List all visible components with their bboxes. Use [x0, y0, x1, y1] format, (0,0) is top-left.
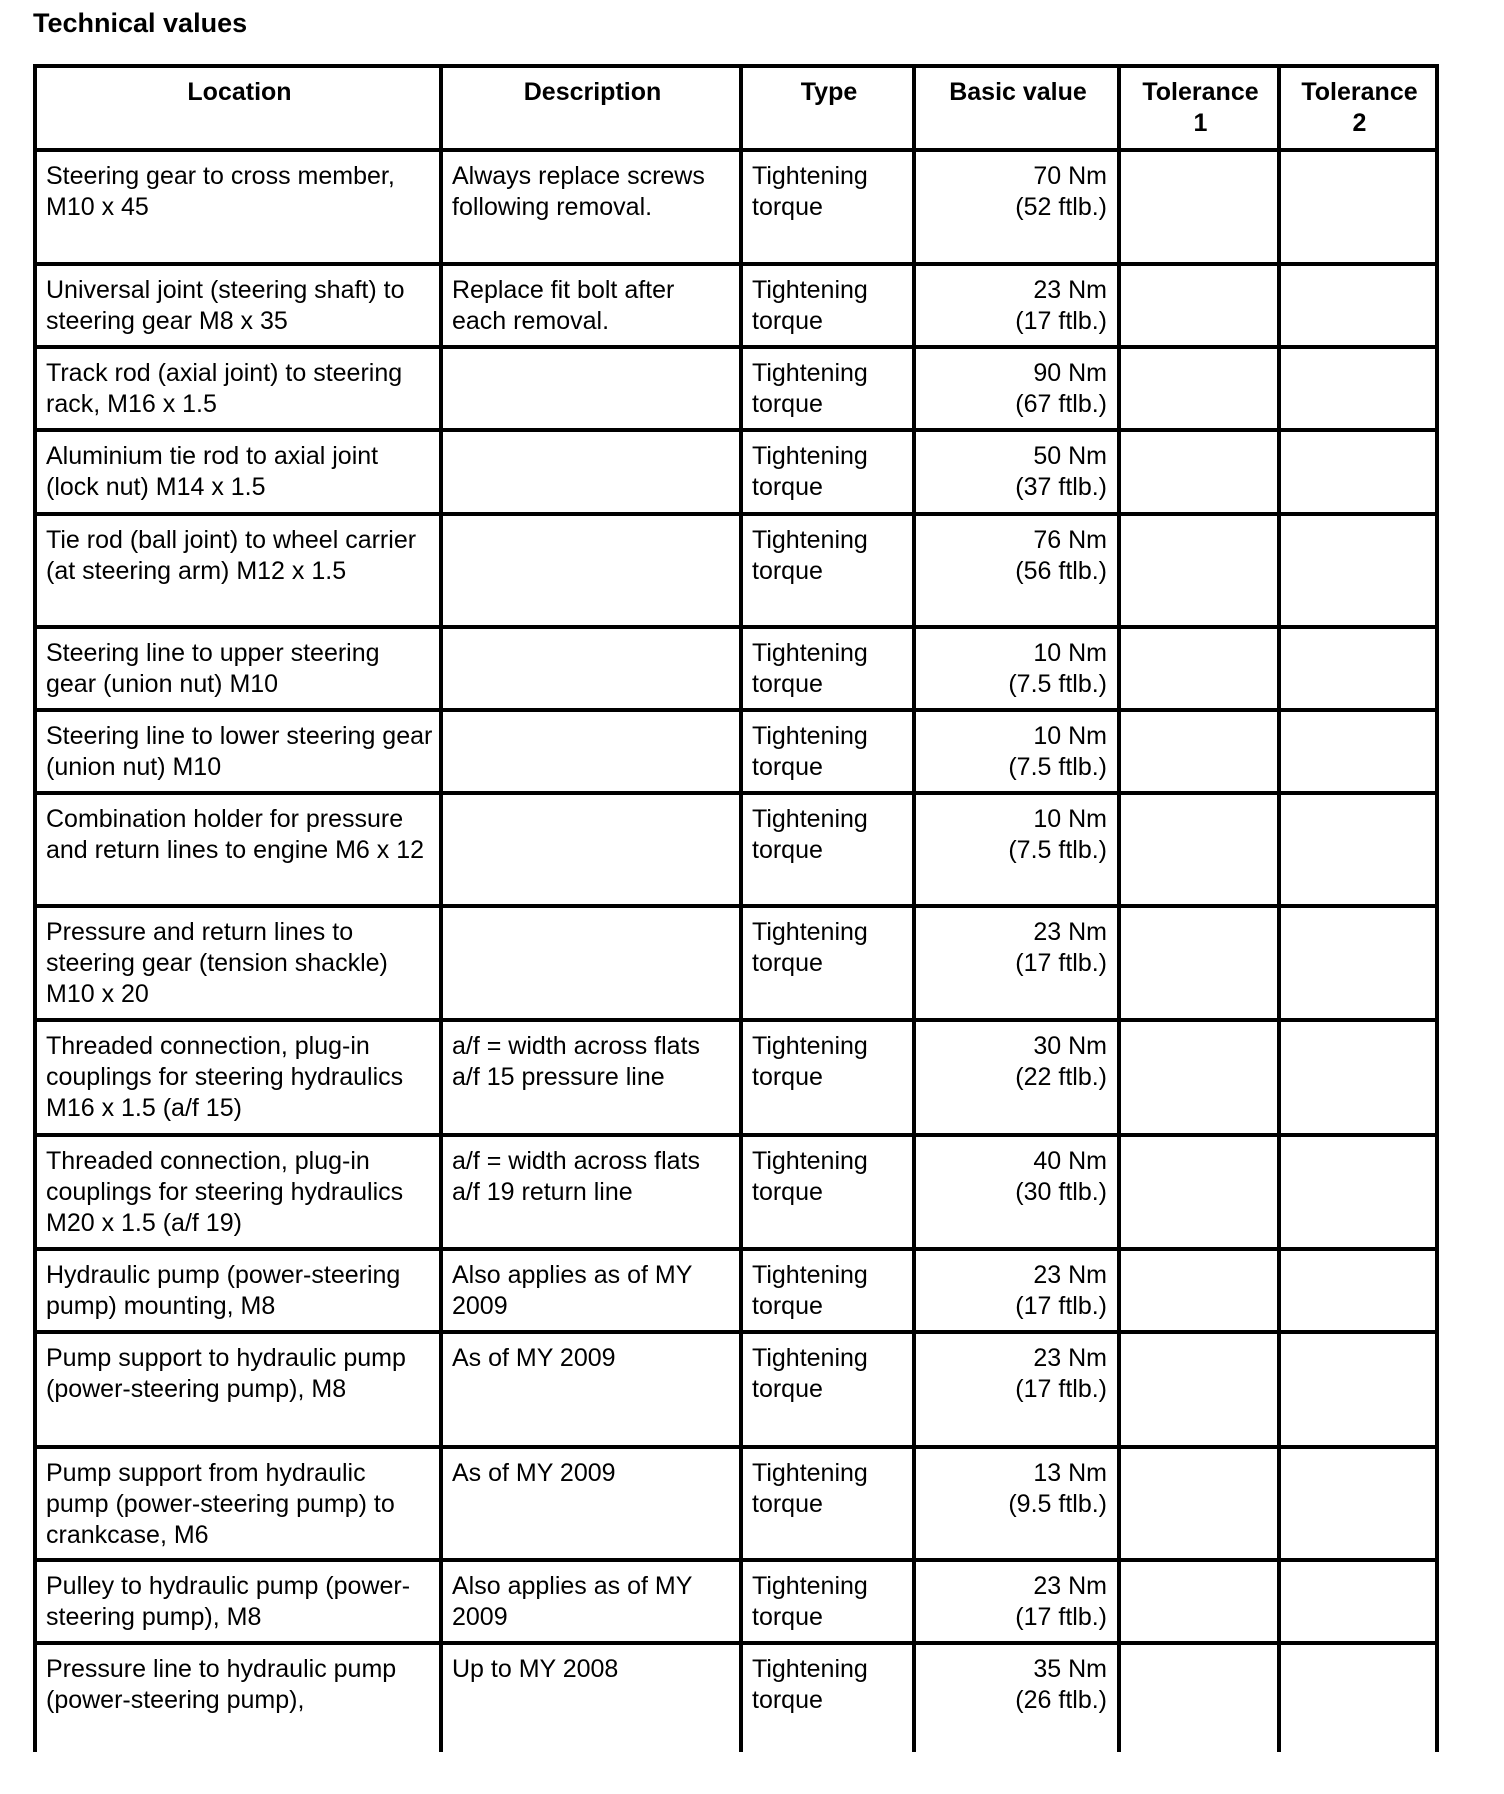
cell-description: a/f = width across flats a/f 19 return line — [441, 1135, 741, 1249]
cell-description — [441, 793, 741, 906]
value-nm: 70 Nm — [1033, 162, 1107, 190]
cell-tolerance-1 — [1119, 150, 1279, 264]
cell-basic-value — [914, 514, 1119, 627]
cell-description: Also applies as of MY 2009 — [441, 1560, 741, 1643]
cell-tolerance-2 — [1279, 793, 1437, 906]
cell-location: Universal joint (steering shaft) to steering gear M8 x 35 — [35, 264, 441, 347]
cell-basic-value — [914, 906, 1119, 1020]
table-row — [35, 1560, 1437, 1643]
cell-type: Tightening torque — [741, 150, 914, 264]
value-ftlb: (52 ftlb.) — [1015, 193, 1107, 221]
cell-type: Tightening torque — [741, 1020, 914, 1135]
value-nm: 10 Nm — [1033, 639, 1107, 667]
value-ftlb: (26 ftlb.) — [1015, 1686, 1107, 1714]
value-ftlb: (56 ftlb.) — [1015, 557, 1107, 585]
cell-type: Tightening torque — [741, 264, 914, 347]
cell-tolerance-1 — [1119, 793, 1279, 906]
cell-basic-value — [914, 1643, 1119, 1752]
cell-type: Tightening torque — [741, 347, 914, 430]
table-row — [35, 430, 1437, 514]
value-nm: 35 Nm — [1033, 1655, 1107, 1683]
value-nm: 30 Nm — [1033, 1032, 1107, 1060]
cell-description — [441, 627, 741, 710]
cell-description — [441, 906, 741, 1020]
value-ftlb: (30 ftlb.) — [1015, 1178, 1107, 1206]
cell-location: Tie rod (ball joint) to wheel carrier (at steering arm) M12 x 1.5 — [35, 514, 441, 627]
header-tolerance-2-line2: 2 — [1352, 109, 1367, 137]
cell-type: Tightening torque — [741, 793, 914, 906]
header-location: Location — [35, 66, 441, 150]
cell-location: Steering line to lower steering gear (union nut) M10 — [35, 710, 441, 793]
cell-basic-value — [914, 793, 1119, 906]
cell-description — [441, 514, 741, 627]
cell-tolerance-2 — [1279, 150, 1437, 264]
cell-basic-value — [914, 627, 1119, 710]
value-ftlb: (7.5 ftlb.) — [1008, 836, 1107, 864]
value-nm: 40 Nm — [1033, 1147, 1107, 1175]
cell-tolerance-2 — [1279, 906, 1437, 1020]
cell-tolerance-1 — [1119, 1135, 1279, 1249]
cell-description: Replace fit bolt after each removal. — [441, 264, 741, 347]
cell-basic-value — [914, 1447, 1119, 1560]
table-header-row — [35, 66, 1437, 150]
cell-tolerance-1 — [1119, 710, 1279, 793]
cell-tolerance-1 — [1119, 264, 1279, 347]
value-ftlb: (17 ftlb.) — [1015, 307, 1107, 335]
cell-type: Tightening torque — [741, 1447, 914, 1560]
cell-location: Pressure line to hydraulic pump (power-steering pump), — [35, 1643, 441, 1752]
table-row — [35, 150, 1437, 264]
technical-values-table — [33, 64, 1439, 1752]
cell-basic-value — [914, 1249, 1119, 1332]
cell-tolerance-2 — [1279, 1135, 1437, 1249]
cell-type: Tightening torque — [741, 1135, 914, 1249]
cell-tolerance-1 — [1119, 1249, 1279, 1332]
table-row — [35, 793, 1437, 906]
cell-basic-value — [914, 710, 1119, 793]
cell-tolerance-2 — [1279, 430, 1437, 514]
cell-tolerance-2 — [1279, 347, 1437, 430]
header-description: Description — [441, 66, 741, 150]
cell-type: Tightening torque — [741, 906, 914, 1020]
table-row — [35, 627, 1437, 710]
value-nm: 23 Nm — [1033, 1572, 1107, 1600]
cell-type: Tightening torque — [741, 710, 914, 793]
value-ftlb: (67 ftlb.) — [1015, 390, 1107, 418]
cell-basic-value — [914, 264, 1119, 347]
value-nm: 90 Nm — [1033, 359, 1107, 387]
cell-tolerance-2 — [1279, 710, 1437, 793]
table-row — [35, 264, 1437, 347]
value-nm: 76 Nm — [1033, 526, 1107, 554]
cell-tolerance-1 — [1119, 514, 1279, 627]
cell-description — [441, 430, 741, 514]
cell-type: Tightening torque — [741, 627, 914, 710]
cell-tolerance-2 — [1279, 627, 1437, 710]
cell-location: Steering gear to cross member, M10 x 45 — [35, 150, 441, 264]
value-ftlb: (37 ftlb.) — [1015, 473, 1107, 501]
cell-tolerance-2 — [1279, 1020, 1437, 1135]
cell-description: a/f = width across flats a/f 15 pressure line — [441, 1020, 741, 1135]
value-nm: 23 Nm — [1033, 276, 1107, 304]
cell-tolerance-2 — [1279, 1560, 1437, 1643]
table-row — [35, 710, 1437, 793]
table-row — [35, 1135, 1437, 1249]
cell-location: Track rod (axial joint) to steering rack, M16 x 1.5 — [35, 347, 441, 430]
value-ftlb: (9.5 ftlb.) — [1008, 1490, 1107, 1518]
value-ftlb: (17 ftlb.) — [1015, 949, 1107, 977]
cell-tolerance-2 — [1279, 264, 1437, 347]
cell-tolerance-1 — [1119, 1560, 1279, 1643]
cell-location: Pump support from hydraulic pump (power-steering pump) to crankcase, M6 — [35, 1447, 441, 1560]
table-row — [35, 906, 1437, 1020]
cell-basic-value — [914, 1332, 1119, 1447]
cell-tolerance-1 — [1119, 1447, 1279, 1560]
value-ftlb: (17 ftlb.) — [1015, 1603, 1107, 1631]
cell-tolerance-2 — [1279, 1447, 1437, 1560]
cell-description: Always replace screws following removal. — [441, 150, 741, 264]
cell-location: Pump support to hydraulic pump (power-steering pump), M8 — [35, 1332, 441, 1447]
table-row — [35, 1332, 1437, 1447]
cell-type: Tightening torque — [741, 1560, 914, 1643]
cell-type: Tightening torque — [741, 430, 914, 514]
cell-description: As of MY 2009 — [441, 1332, 741, 1447]
cell-location: Hydraulic pump (power-steering pump) mounting, M8 — [35, 1249, 441, 1332]
cell-tolerance-1 — [1119, 347, 1279, 430]
cell-description: Also applies as of MY 2009 — [441, 1249, 741, 1332]
cell-location: Steering line to upper steering gear (union nut) M10 — [35, 627, 441, 710]
cell-tolerance-1 — [1119, 430, 1279, 514]
cell-location: Aluminium tie rod to axial joint (lock nut) M14 x 1.5 — [35, 430, 441, 514]
cell-tolerance-2 — [1279, 1643, 1437, 1752]
cell-tolerance-1 — [1119, 1020, 1279, 1135]
cell-type: Tightening torque — [741, 514, 914, 627]
cell-type: Tightening torque — [741, 1643, 914, 1752]
cell-description: As of MY 2009 — [441, 1447, 741, 1560]
cell-tolerance-2 — [1279, 514, 1437, 627]
value-nm: 10 Nm — [1033, 722, 1107, 750]
value-ftlb: (7.5 ftlb.) — [1008, 753, 1107, 781]
header-tolerance-1 — [1119, 66, 1279, 150]
value-ftlb: (22 ftlb.) — [1015, 1063, 1107, 1091]
value-ftlb: (7.5 ftlb.) — [1008, 670, 1107, 698]
cell-basic-value — [914, 1020, 1119, 1135]
header-type: Type — [741, 66, 914, 150]
cell-location: Pressure and return lines to steering gear (tension shackle) M10 x 20 — [35, 906, 441, 1020]
header-tolerance-2-line1: Tolerance — [1301, 78, 1418, 106]
value-nm: 50 Nm — [1033, 442, 1107, 470]
value-nm: 23 Nm — [1033, 918, 1107, 946]
value-ftlb: (17 ftlb.) — [1015, 1375, 1107, 1403]
cell-type: Tightening torque — [741, 1332, 914, 1447]
table-row — [35, 1643, 1437, 1752]
value-nm: 23 Nm — [1033, 1261, 1107, 1289]
cell-basic-value — [914, 430, 1119, 514]
value-nm: 13 Nm — [1033, 1459, 1107, 1487]
cell-basic-value — [914, 1560, 1119, 1643]
header-tolerance-1-line1: Tolerance — [1142, 78, 1259, 106]
cell-tolerance-1 — [1119, 627, 1279, 710]
table-row — [35, 514, 1437, 627]
cell-description — [441, 347, 741, 430]
cell-tolerance-2 — [1279, 1249, 1437, 1332]
table-row — [35, 1020, 1437, 1135]
cell-tolerance-1 — [1119, 1643, 1279, 1752]
table-row — [35, 347, 1437, 430]
cell-tolerance-2 — [1279, 1332, 1437, 1447]
cell-type: Tightening torque — [741, 1249, 914, 1332]
cell-tolerance-1 — [1119, 906, 1279, 1020]
header-basic-value: Basic value — [914, 66, 1119, 150]
cell-basic-value — [914, 347, 1119, 430]
header-tolerance-1-line2: 1 — [1193, 109, 1208, 137]
cell-description — [441, 710, 741, 793]
cell-description: Up to MY 2008 — [441, 1643, 741, 1752]
cell-location: Combination holder for pressure and return lines to engine M6 x 12 — [35, 793, 441, 906]
page-title: Technical values — [33, 8, 248, 38]
cell-location: Threaded connection, plug-in couplings for steering hydraulics M20 x 1.5 (a/f 19) — [35, 1135, 441, 1249]
table-row — [35, 1447, 1437, 1560]
value-nm: 23 Nm — [1033, 1344, 1107, 1372]
cell-location: Pulley to hydraulic pump (power-steering pump), M8 — [35, 1560, 441, 1643]
value-nm: 10 Nm — [1033, 805, 1107, 833]
cell-tolerance-1 — [1119, 1332, 1279, 1447]
header-tolerance-2 — [1279, 66, 1437, 150]
cell-basic-value — [914, 1135, 1119, 1249]
cell-basic-value — [914, 150, 1119, 264]
value-ftlb: (17 ftlb.) — [1015, 1292, 1107, 1320]
table-row — [35, 1249, 1437, 1332]
cell-location: Threaded connection, plug-in couplings for steering hydraulics M16 x 1.5 (a/f 15) — [35, 1020, 441, 1135]
